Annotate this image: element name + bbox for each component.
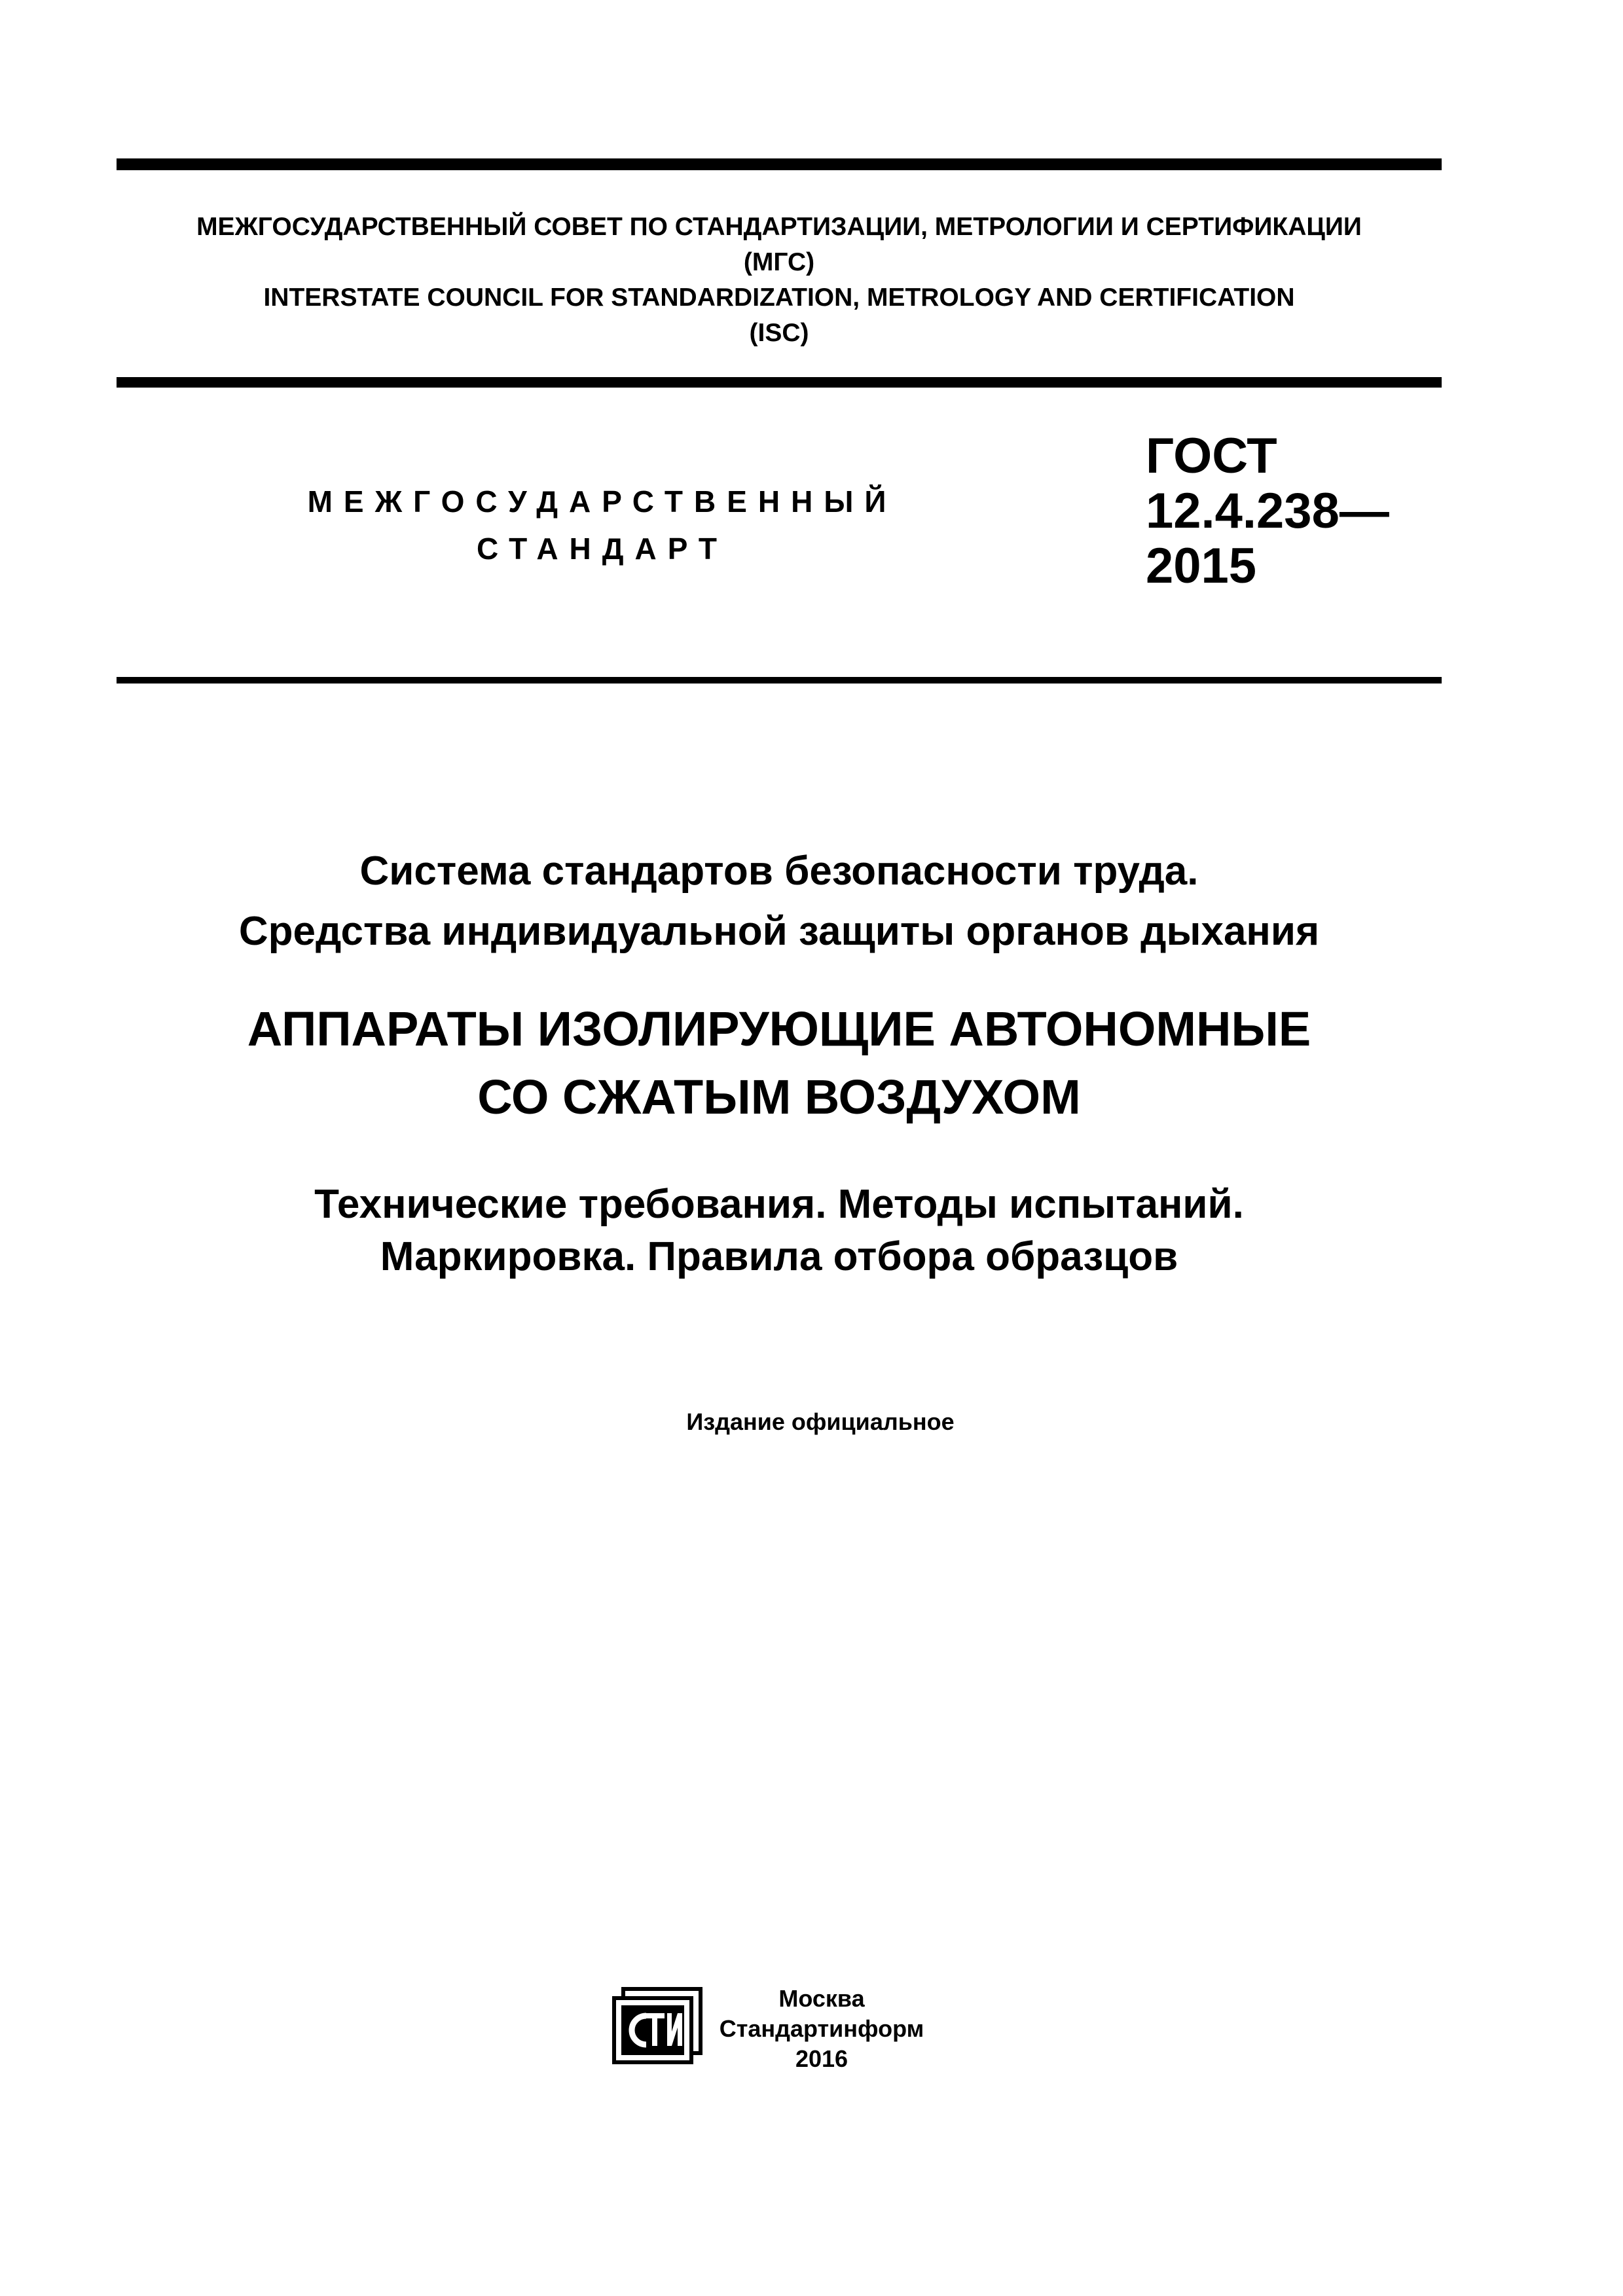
council-abbr-ru: (МГС) [743,248,815,276]
top-rule [117,158,1442,170]
council-header [117,210,1442,351]
title-main [117,995,1442,1131]
designation-number: 12.4.238— [1146,483,1389,539]
title-main-line1: АППАРАТЫ ИЗОЛИРУЮЩИЕ АВТОНОМНЫЕ [247,1002,1311,1056]
bottom-rule [117,677,1442,683]
publisher-name: Стандартинформ [719,2015,924,2042]
designation-year: 2015 [1146,538,1257,594]
publisher-city: Москва [778,1985,865,2012]
title-series [117,841,1442,962]
standard-type-line2: СТАНДАРТ [477,532,728,566]
title-main-line2: СО СЖАТЫМ ВОЗДУХОМ [477,1070,1081,1124]
council-name-ru: МЕЖГОСУДАРСТВЕННЫЙ СОВЕТ ПО СТАНДАРТИЗАЦИИ, МЕТРОЛОГИИ И СЕРТИФИКАЦИИ [196,213,1362,241]
title-series-line1: Система стандартов безопасности труда. [359,848,1199,894]
publisher-imprint [714,1984,930,2074]
title-sub-line2: Маркировка. Правила отбора образцов [380,1234,1178,1279]
publisher-year: 2016 [795,2045,848,2072]
council-name-en: INTERSTATE COUNCIL FOR STANDARDIZATION, METROLOGY AND CERTIFICATION [263,283,1295,312]
standard-type [249,478,956,572]
council-abbr-en: (ISC) [749,319,809,347]
edition-label: Издание официальное [686,1408,955,1435]
standard-designation [1146,429,1389,594]
title-sub-line1: Технические требования. Методы испытаний. [314,1182,1244,1227]
standard-type-line1: МЕЖГОСУДАРСТВЕННЫЙ [307,484,898,519]
standartinform-logo-icon [612,1987,702,2064]
title-subtitle [117,1178,1442,1283]
designation-prefix: ГОСТ [1146,428,1277,484]
title-series-line2: Средства индивидуальной защиты органов дыхания [238,909,1320,954]
middle-rule [117,377,1442,388]
